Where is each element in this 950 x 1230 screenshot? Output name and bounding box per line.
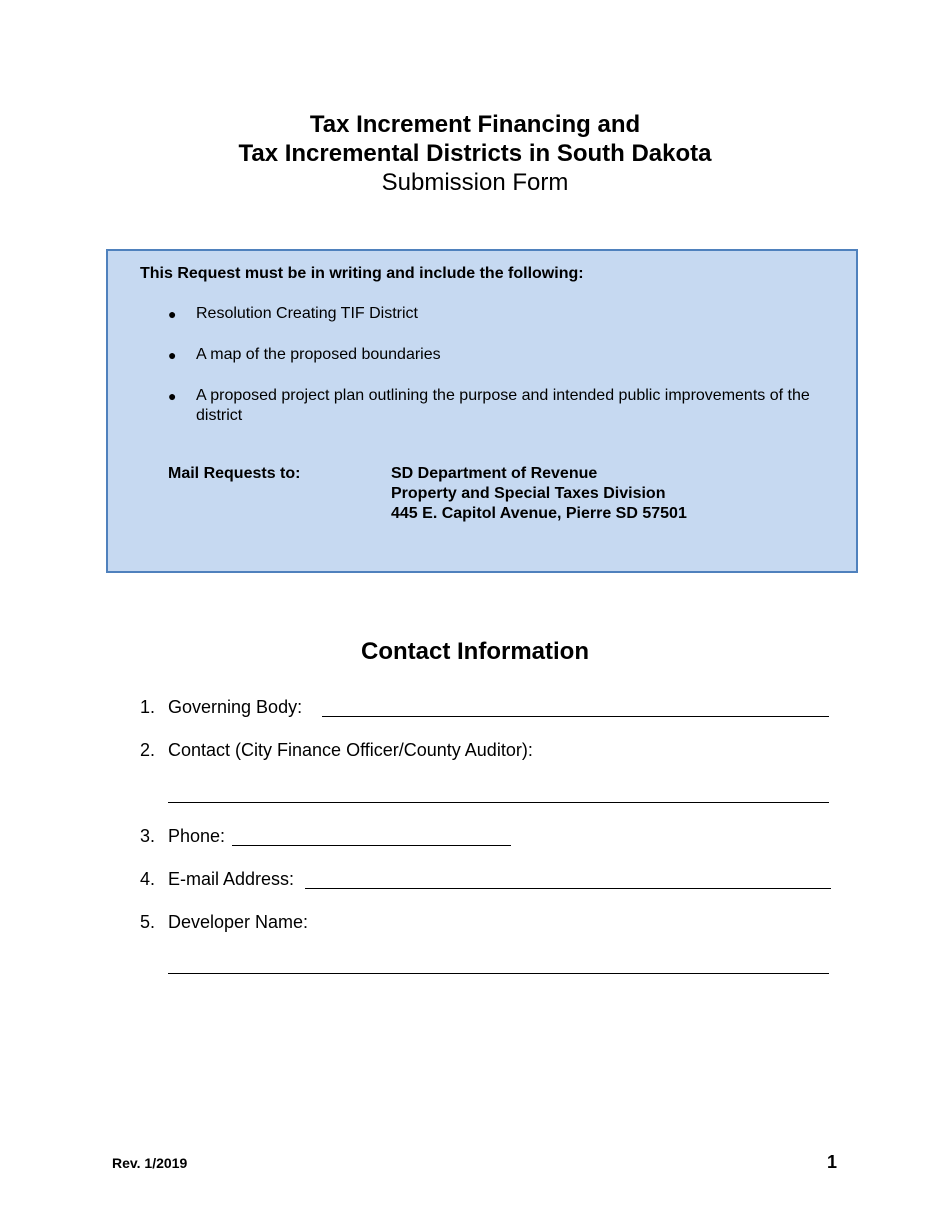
contact-section-title: Contact Information [361,638,589,665]
field-label: Developer Name: [168,912,309,932]
requirements-box [106,249,858,573]
list-item [168,386,828,426]
field-number: 3. [140,826,156,846]
governing-body-input[interactable] [322,716,829,717]
requirements-heading: This Request must be in writing and include the following: [140,265,584,282]
field-number: 4. [140,869,156,889]
bullet-icon: ● [168,388,177,404]
form-subtitle: Submission Form [381,169,569,196]
field-label: Contact (City Finance Officer/County Auditor): [168,740,533,760]
mail-address [391,464,687,524]
title-line-1: Tax Increment Financing and [309,111,641,138]
mail-label: Mail Requests to: [168,465,301,482]
requirement-text: Resolution Creating TIF District [196,305,418,322]
bullet-icon: ● [168,347,177,363]
requirement-text: A map of the proposed boundaries [196,346,441,363]
document-title [0,110,950,197]
title-line-2: Tax Incremental Districts in South Dakota [238,140,712,167]
address-line: 445 E. Capitol Avenue, Pierre SD 57501 [391,505,687,522]
developer-name-input[interactable] [168,973,829,974]
phone-input[interactable] [232,845,511,846]
bullet-icon: ● [168,306,177,322]
field-number: 1. [140,697,156,717]
requirement-text: A proposed project plan outlining the purpose and intended public improvements of the district [196,387,810,424]
page-number: 1 [827,1152,838,1172]
revision-label: Rev. 1/2019 [112,1155,188,1171]
email-input[interactable] [305,888,831,889]
field-label: Governing Body: [168,697,303,717]
field-number: 5. [140,912,156,932]
field-label: E-mail Address: [168,869,295,889]
address-line: SD Department of Revenue [391,465,598,482]
list-item [168,304,828,324]
requirements-list [168,304,828,447]
field-label: Phone: [168,826,226,846]
field-number: 2. [140,740,156,760]
list-item [168,345,828,365]
address-line: Property and Special Taxes Division [391,485,666,502]
contact-input[interactable] [168,802,829,803]
